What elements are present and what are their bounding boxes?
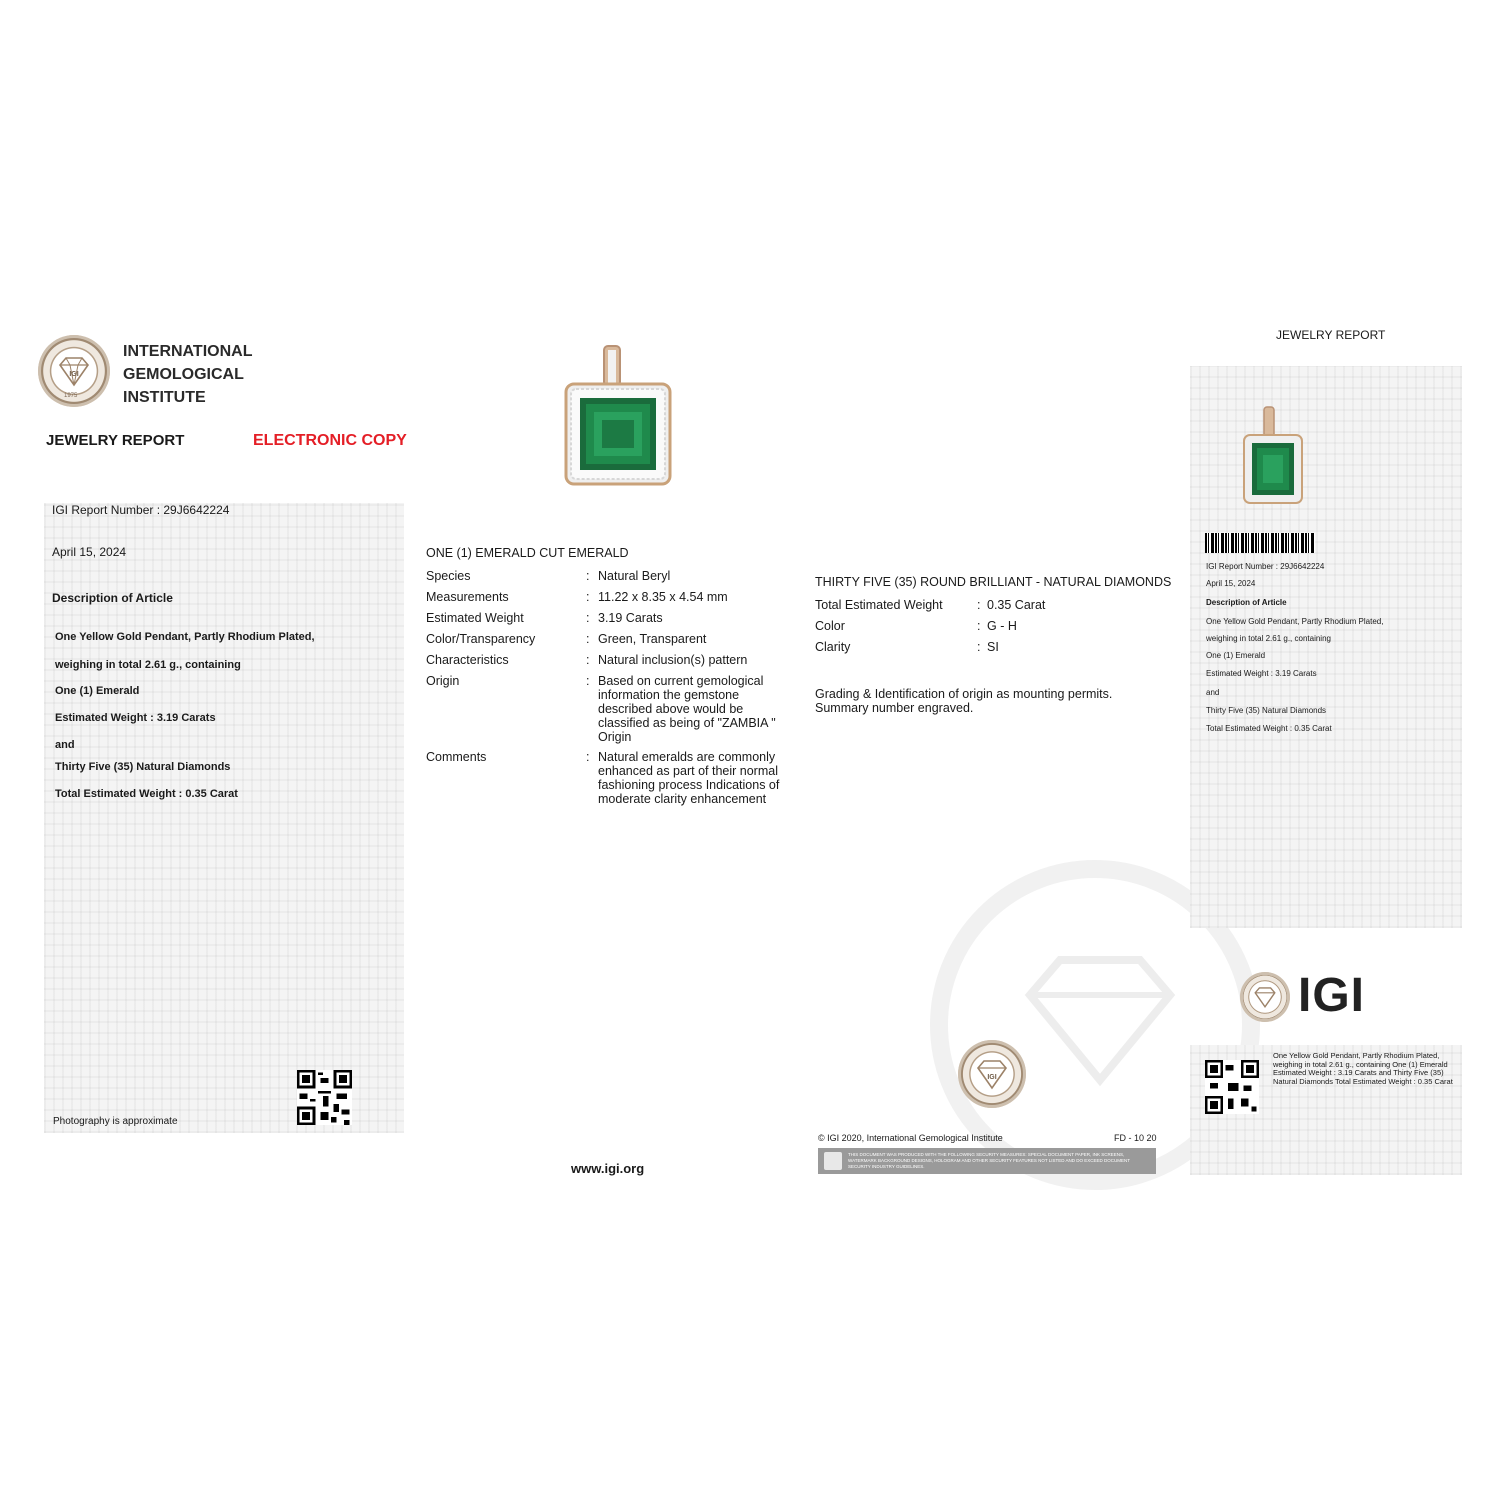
- emerald-row: [426, 674, 798, 744]
- emerald-row: [426, 569, 798, 583]
- row-colon: :: [586, 653, 590, 667]
- emerald-row: [426, 632, 798, 646]
- igi-logo-seal: [1240, 972, 1290, 1022]
- row-label: Comments: [426, 750, 487, 764]
- seal-initials: IGI: [987, 1074, 997, 1081]
- org-name: [123, 340, 252, 409]
- copyright: © IGI 2020, International Gemological Institute: [818, 1133, 1003, 1143]
- right-card-line: One Yellow Gold Pendant, Partly Rhodium Plated,: [1206, 617, 1384, 626]
- diamonds-row: [815, 640, 1045, 654]
- right-card-description-heading: Description of Article: [1206, 598, 1287, 607]
- row-value: Green, Transparent: [598, 632, 707, 646]
- row-value: Natural inclusion(s) pattern: [598, 653, 748, 667]
- row-label: Estimated Weight: [426, 611, 524, 625]
- row-value: Based on current gemological information the gemstone described above would be classified as being of "ZAMBIA " Origin: [598, 674, 776, 744]
- diamond-icon: [972, 1054, 1012, 1094]
- igi-logo-text: IGI: [1298, 969, 1366, 1022]
- report-title: JEWELRY REPORT: [46, 432, 185, 449]
- row-label: Clarity: [815, 640, 851, 654]
- row-colon: :: [586, 750, 590, 764]
- qr-code-icon: [1205, 1060, 1259, 1114]
- description-line: Total Estimated Weight : 0.35 Carat: [55, 788, 238, 800]
- description-line: weighing in total 2.61 g., containing: [55, 659, 241, 671]
- electronic-copy-label: ELECTRONIC COPY: [253, 432, 407, 449]
- right-card-pendant-photo: [1240, 405, 1306, 505]
- pendant-icon: [562, 344, 674, 488]
- form-code: FD - 10 20: [1114, 1133, 1157, 1143]
- pendant-icon: [1240, 405, 1306, 505]
- description-line: One (1) Emerald: [55, 685, 140, 697]
- row-value: SI: [987, 640, 999, 654]
- barcode[interactable]: [1205, 533, 1315, 553]
- right-card-date: April 15, 2024: [1206, 579, 1256, 588]
- right-card-line: and: [1206, 688, 1220, 697]
- diamonds-row: [815, 598, 1045, 612]
- description-line: and: [55, 739, 75, 751]
- row-colon: :: [586, 590, 590, 604]
- row-colon: :: [586, 569, 590, 583]
- right-card-qr-code[interactable]: [1205, 1060, 1259, 1114]
- emerald-row: [426, 750, 798, 806]
- row-colon: :: [977, 619, 981, 633]
- description-line: Estimated Weight : 3.19 Carats: [55, 712, 216, 724]
- right-card-summary: One Yellow Gold Pendant, Partly Rhodium Plated, weighing in total 2.61 g., containing One (1) Emerald Estimated Weight : 3.19 Carats and Thirty Five (35) Natural Diamonds Total Estimated Weight : 0.35 Carat: [1273, 1051, 1453, 1086]
- emerald-heading: ONE (1) EMERALD CUT EMERALD: [426, 546, 629, 560]
- igi-seal-small: [958, 1040, 1026, 1108]
- right-card-panel: [1190, 366, 1462, 928]
- right-card-title: JEWELRY REPORT: [1276, 328, 1386, 342]
- emerald-row: [426, 611, 798, 625]
- row-label: Total Estimated Weight: [815, 598, 943, 612]
- row-colon: :: [977, 598, 981, 612]
- watermark-diamond-icon: [1010, 950, 1190, 1090]
- lock-icon: [824, 1152, 842, 1170]
- row-value: Natural emeralds are commonly enhanced as part of their normal fashioning process Indications of moderate clarity enhancement: [598, 750, 780, 806]
- report-number: IGI Report Number : 29J6642224: [52, 503, 230, 517]
- org-name-line2: GEMOLOGICAL: [123, 366, 244, 383]
- website-link[interactable]: www.igi.org: [571, 1161, 645, 1176]
- diamonds-details-table: [815, 598, 1045, 654]
- row-label: Origin: [426, 674, 460, 688]
- emerald-row: [426, 590, 798, 604]
- diamond-icon: [1251, 983, 1279, 1011]
- right-card-line: weighing in total 2.61 g., containing: [1206, 634, 1331, 643]
- row-value: 0.35 Carat: [987, 598, 1046, 612]
- pendant-photo: [562, 344, 674, 488]
- grading-note: Grading & Identification of origin as mounting permits. Summary number engraved.: [815, 687, 1113, 715]
- seal-initials: IGI: [69, 371, 79, 378]
- description-line: Thirty Five (35) Natural Diamonds: [55, 761, 231, 773]
- emerald-details-table: [426, 569, 798, 806]
- diamonds-row: [815, 619, 1045, 633]
- seal-year-label: 1975: [64, 393, 78, 399]
- right-card-report-number: IGI Report Number : 29J6642224: [1206, 562, 1325, 571]
- report-date: April 15, 2024: [52, 545, 127, 559]
- row-label: Measurements: [426, 590, 509, 604]
- org-name-line3: INSTITUTE: [123, 389, 206, 406]
- description-heading: Description of Article: [52, 591, 173, 605]
- qr-code-icon: [297, 1070, 352, 1125]
- row-label: Color: [815, 619, 845, 633]
- right-card-line: One (1) Emerald: [1206, 651, 1266, 660]
- row-value: G - H: [987, 619, 1017, 633]
- row-colon: :: [586, 611, 590, 625]
- row-value: 3.19 Carats: [598, 611, 663, 625]
- diamonds-heading: THIRTY FIVE (35) ROUND BRILLIANT - NATURAL DIAMONDS: [815, 575, 1172, 589]
- org-name-line1: INTERNATIONAL: [123, 343, 253, 360]
- row-label: Species: [426, 569, 471, 583]
- row-colon: :: [586, 632, 590, 646]
- description-line: One Yellow Gold Pendant, Partly Rhodium Plated,: [55, 631, 315, 643]
- emerald-row: [426, 653, 798, 667]
- photo-note: Photography is approximate: [53, 1116, 178, 1127]
- row-label: Characteristics: [426, 653, 509, 667]
- right-card-line: Estimated Weight : 3.19 Carats: [1206, 669, 1317, 678]
- row-colon: :: [977, 640, 981, 654]
- row-value: 11.22 x 8.35 x 4.54 mm: [598, 590, 728, 604]
- security-text: THIS DOCUMENT WAS PRODUCED WITH THE FOLLOWING SECURITY MEASURES: SPECIAL DOCUMENT PAPER, INK SCREENS, WATERMARK BACKGROUND DESIGNS, HOLOGRAM AND OTHER SECURITY FEATURES NOT LISTED AND DO EXCEED DOCUMENT SECURITY INDUSTRY GUIDELINES.: [848, 1152, 1130, 1169]
- diamond-icon: [54, 351, 94, 391]
- right-card-line: Total Estimated Weight : 0.35 Carat: [1206, 724, 1332, 733]
- qr-code[interactable]: [297, 1070, 352, 1125]
- row-value: Natural Beryl: [598, 569, 671, 583]
- security-strip: [818, 1148, 1156, 1174]
- right-card-line: Thirty Five (35) Natural Diamonds: [1206, 706, 1327, 715]
- row-label: Color/Transparency: [426, 632, 536, 646]
- row-colon: :: [586, 674, 590, 688]
